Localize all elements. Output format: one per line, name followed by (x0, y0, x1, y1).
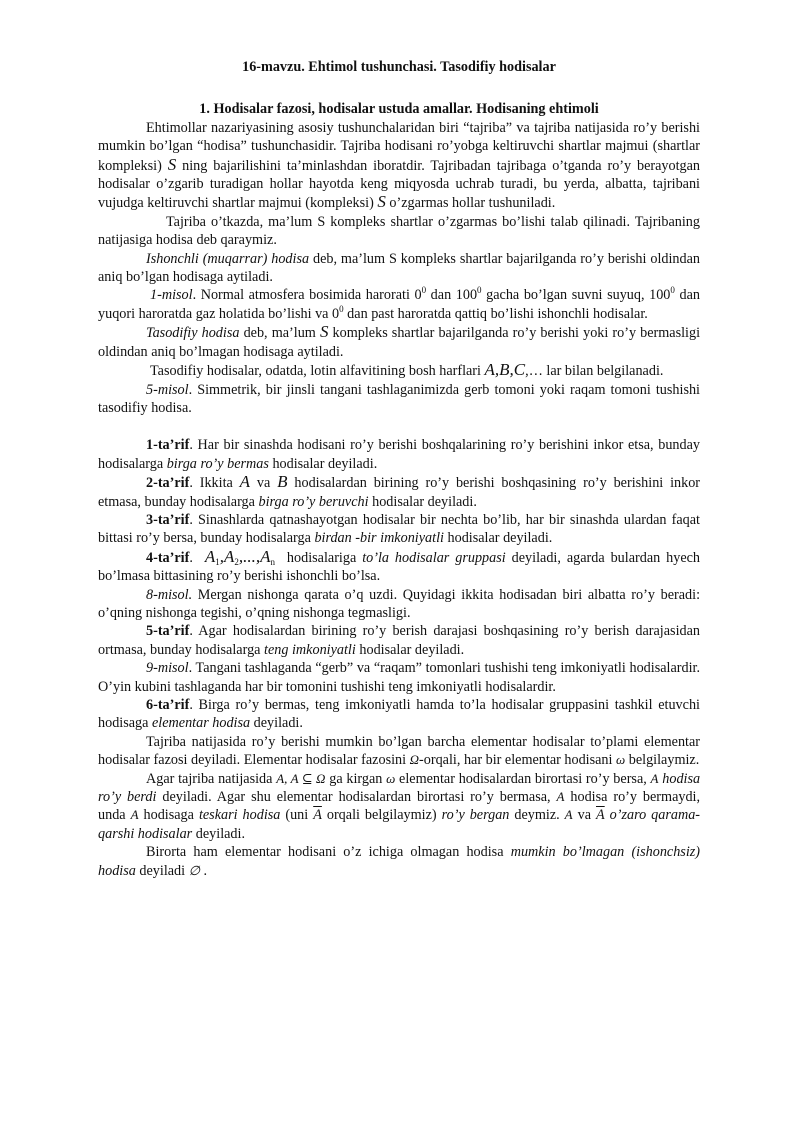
page-title: 16-mavzu. Ehtimol tushunchasi. Tasodifiy hodisalar (242, 59, 556, 75)
example-9: 9-misol. Tangani tashlaganda “gerb” va “raqam” tomonlari tushishi teng imkoniyatli hodisalardir. O’yin kubini tashlaganda har bir tomonini tushishi teng imkoniyatli hodisalardir. (98, 660, 700, 695)
definition-3: 3-ta’rif. Sinashlarda qatnashayotgan hodisalar bir nechta bo’lib, har bir sinashda ulardan faqat bittasi ro’y bersa, bunday hodisalarga birdan -bir imkoniyatli hodisalar deyiladi. (98, 511, 700, 547)
example-1: 1-misol. Normal atmosfera bosimida harorati $0^0$ dan $100^0$ gacha bo’lgan suvni suyuq, $100^0$ dan yuqori haroratda gaz holatida bo’lishi va $0^0$ dan past haroratda qattiq bo’lishi ishonchli hodisalar. (98, 285, 700, 322)
section-heading: 1. Hodisalar fazosi, hodisalar ustuda amallar. Hodisaning ehtimoli (199, 101, 599, 118)
definition-6: 6-ta’rif. Birga ro’y bermas, teng imkoniyatli hamda to’la hodisalar gruppasini tashkil etuvchi hodisaga elementar hodisa deyiladi. (98, 697, 700, 732)
paragraph-sure-event: Ishonchli (muqarrar) hodisa deb, ma’lum S kompleks shartlar bajarilganda ro’y berishi oldindan aniq bo’lgan hodisaga aytiladi. (98, 250, 701, 286)
example-8: 8-misol. Mergan nishonga qarata o’q uzdi. Quyidagi ikkita hodisadan biri albatta ro’y beradi: o’qning nishonga tegishi, o’qning nishonga tegmasligi. (98, 586, 701, 621)
paragraph-event-space: Tajriba natijasida ro’y berishi mumkin bo’lgan barcha elementar hodisalar to’plami elementar hodisalar fazosi deyiladi. Elementar hodisalar fazosini Ω-orqali, har bir elementar hodisani ω belgilaymiz. (98, 733, 700, 769)
definition-5: 5-ta’rif. Agar hodisalardan birining ro’y berish darajasi boshqasining ro’y berish darajasidan ortmasa, bunday hodisalarga teng imkoniyatli hodisalar deyiladi. (98, 623, 700, 658)
document-page (98, 58, 700, 880)
definition-4: 4-ta’rif. $A_1,A_2,...,A_n$ hodisalariga to’la hodisalar gruppasi deyiladi, agarda bulardan hyech bo’lmasa bittasining ro’y berishi ishonchli bo’lsa. (98, 546, 701, 585)
paragraph-random-event: Tasodifiy hodisa deb, ma’lum S kompleks shartlar bajarilganda ro’y berishi yoki ro’y bermasligi oldindan aniq bo’lmagan hodisaga aytiladi. (98, 322, 701, 360)
paragraph-experiment: Tajriba o’tkazda, ma’lum S kompleks shartlar o’zgarmas bo’lishi talab qilinadi. Tajribaning natijasiga hodisa deb qaraymiz. (98, 213, 700, 249)
paragraph-opposite-events: Agar tajriba natijasida A, A ⊆ Ω ga kirgan ω elementar hodisalardan birortasi ro’y bersa, A hodisa ro’y berdi deyiladi. Agar shu elementar hodisalardan birortasi ro’y bermasa, A hodisa ro’y bermaydi, unda A hodisaga teskari hodisa (uni $\overline{A}$ orqali belgilaymiz) ro’y bergan deymiz. A va $\overline{A}$ o’zaro qarama-qarshi hodisalar deyiladi. (98, 770, 701, 842)
paragraph-notation: Tasodifiy hodisalar, odatda, lotin alfavitining bosh harflari A,B,C,… lar bilan belgilanadi. (150, 360, 664, 380)
example-5: 5-misol. Simmetrik, bir jinsli tangani tashlaganimizda gerb tomoni yoki raqam tomoni tushishi tasodifiy hodisa. (98, 381, 700, 416)
definition-1: 1-ta’rif. Har bir sinashda hodisani ro’y berishi boshqalarining ro’y berishini inkor etsa, bunday hodisalarga birga ro’y bermas hodisalar deyiladi. (98, 437, 700, 472)
paragraph-intro: Ehtimollar nazariyasining asosiy tushunchalaridan biri “tajriba” va tajriba natijasida ro’y berishi mumkin bo’lgan “hodisa” tushunchasidir. Tajriba hodisani ro’yobga keltiruvchi shartlar majmui (shartlar kompleksi) S ning bajarilishini ta’minlashdan iboratdir. Tajribadan tajribaga o’tganda ro’y berayotgan hodisalar o’zgarib turadigan hollar hayotda keng miqyosda uchrab turadi, bu yerda, albatta, tajribani vujudga keltiruvchi shartlar majmui (kompleksi) S o’zgarmas hollar tushuniladi. (98, 119, 701, 212)
definition-2: 2-ta’rif. Ikkita A va B hodisalardan birining ro’y berishi boshqasining ro’y berishini inkor etmasa, bunday hodisalarga birga ro’y beruvchi hodisalar deyiladi. (98, 472, 701, 510)
paragraph-impossible-event: Birorta ham elementar hodisani o’z ichiga olmagan hodisa mumkin bo’lmagan (ishonchsiz) hodisa deyiladi ∅ . (98, 844, 701, 879)
